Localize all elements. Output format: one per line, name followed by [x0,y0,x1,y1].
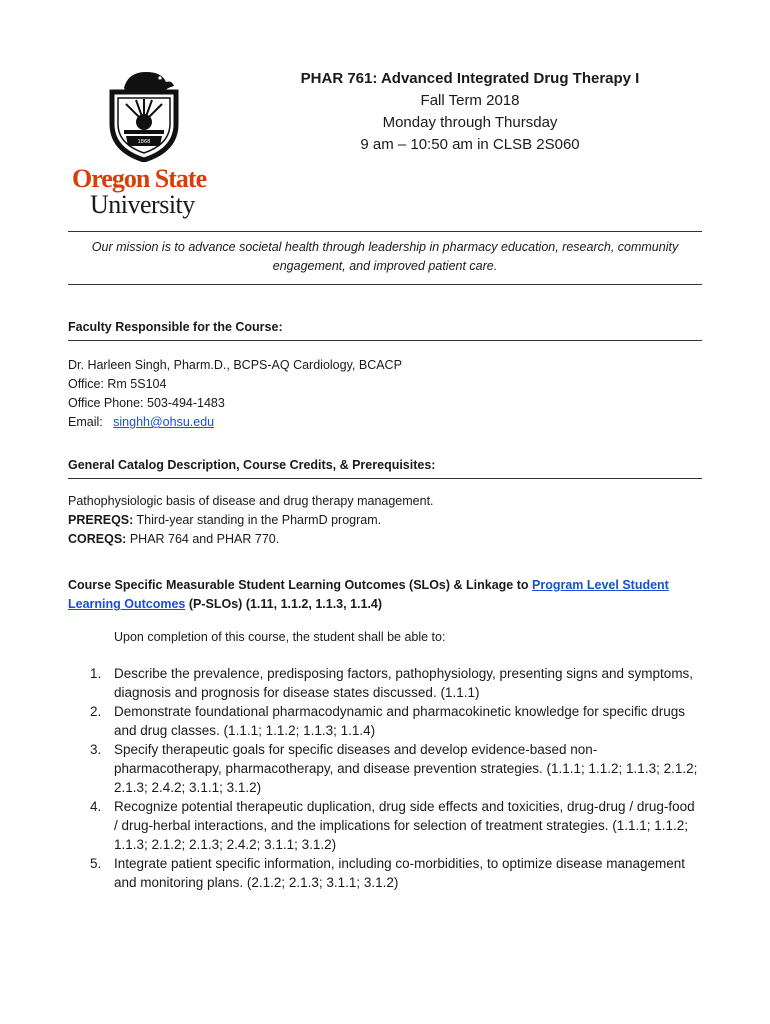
program-outcomes-link[interactable]: Program Level Student Learning Outcomes [68,578,669,611]
list-item [68,702,702,740]
faculty-info [68,356,702,432]
list-item-text: Integrate patient specific information, including co-morbidities, to optimize disease management and monitoring plans. (2.1.2; 2.1.3; 3.1.1; 3.1.2) [114,856,686,890]
list-item-text: Recognize potential therapeutic duplication, drug side effects and toxicities, drug-drug / drug-food / drug-herbal interactions, and the implications for selection of treatment strategies. (1.1.1; 1.1.2; 1.1.3; 2.1.2; 2.1.3; 2.4.2; 3.1.1; 3.1.2) [114,799,695,852]
catalog-description: Pathophysiologic basis of disease and drug therapy management. [68,494,434,508]
mission-statement: Our mission is to advance societal health through leadership in pharmacy education, research, community engagement, and improved patient care. [91,240,679,273]
list-item-number: 2. [90,704,102,719]
course-title: PHAR 761: Advanced Integrated Drug Therapy I [300,70,640,87]
outcomes-list [68,664,702,892]
prereqs-label: PREREQS: [68,513,134,527]
course-term: Fall Term 2018 [420,92,520,109]
coreqs-label: COREQS: [68,532,127,546]
list-item [68,797,702,854]
list-item-number: 4. [90,799,102,814]
divider-bottom [68,284,702,285]
beaver-seal-icon [106,66,182,162]
list-item-number: 1. [90,666,102,681]
faculty-name: Dr. Harleen Singh, Pharm.D., BCPS-AQ Cardiology, BCACP [68,358,402,372]
logo-university: University [90,190,195,219]
outcomes-heading-suffix: (P-SLOs) (1.11, 1.1.2, 1.1.3, 1.1.4) [188,597,383,611]
catalog-info [68,492,702,549]
prereqs-text: Third-year standing in the PharmD program. [136,513,382,527]
list-item-text: Describe the prevalence, predisposing factors, pathophysiology, presenting signs and symptoms, diagnosis and prognosis for disease states discussed. (1.1.1) [114,666,694,700]
course-days: Monday through Thursday [382,114,558,131]
outcomes-heading [68,576,702,614]
coreqs-row [68,530,702,549]
email-label: Email: [68,415,103,429]
list-item [68,740,702,797]
divider-top [68,231,702,232]
list-item [68,664,702,702]
list-item-number: 5. [90,856,102,871]
outcomes-heading-prefix: Course Specific Measurable Student Learning Outcomes (SLOs) & Linkage to [68,578,529,592]
prereqs-row [68,511,702,530]
faculty-office: Office: Rm 5S104 [68,377,167,391]
faculty-phone: Office Phone: 503-494-1483 [68,396,225,410]
list-item [68,854,702,892]
outcomes-intro: Upon completion of this course, the student shall be able to: [114,630,446,644]
list-item-text: Specify therapeutic goals for specific diseases and develop evidence-based non-pharmacotherapy, pharmacotherapy, and disease prevention strategies. (1.1.1; 1.1.2; 1.1.3; 2.1.2; 2.1.3; 2.4.2; 3.1.1; 3.1.2) [114,742,698,795]
list-item-number: 3. [90,742,102,757]
email-link[interactable]: singhh@ohsu.edu [113,415,215,429]
seal-year: 1868 [137,139,151,145]
faculty-email-row [68,413,702,432]
catalog-heading: General Catalog Description, Course Credits, & Prerequisites: [68,456,702,479]
course-time-location: 9 am – 10:50 am in CLSB 2S060 [360,136,580,153]
course-header [250,68,690,156]
osu-logo [68,66,218,226]
list-item-text: Demonstrate foundational pharmacodynamic and pharmacokinetic knowledge for specific drugs and drug classes. (1.1.1; 1.1.2; 1.1.3; 1.1.4) [114,704,686,738]
faculty-heading: Faculty Responsible for the Course: [68,318,702,341]
logo-oregon-state: Oregon State [72,164,207,193]
coreqs-text: PHAR 764 and PHAR 770. [129,532,280,546]
